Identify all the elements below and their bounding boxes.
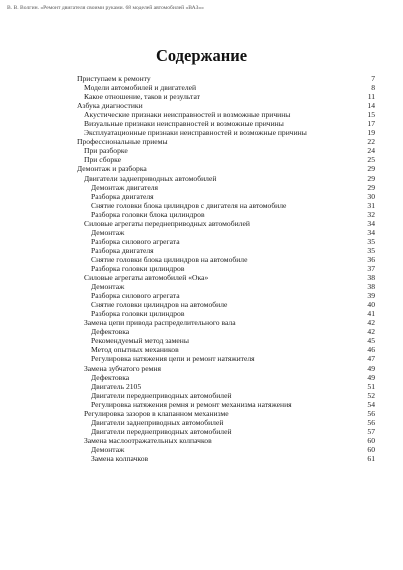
toc-entry[interactable] [77, 110, 375, 119]
toc-entry-page-number: 56 [367, 408, 375, 418]
toc-entry[interactable] [77, 192, 375, 201]
toc-entry[interactable] [77, 291, 375, 300]
toc-entry-title: При разборке [84, 146, 128, 156]
toc-entry[interactable] [77, 237, 375, 246]
toc-entry-title: Визуальные признаки неисправностей и возможные причины [84, 119, 284, 129]
toc-entry[interactable] [77, 119, 375, 128]
toc-entry-title: Разборка головки цилиндров [91, 309, 185, 319]
toc-entry[interactable] [77, 146, 375, 155]
toc-entry-page-number: 56 [367, 417, 375, 427]
toc-entry[interactable] [77, 427, 375, 436]
toc-entry[interactable] [77, 255, 375, 264]
toc-entry-title: Замена колпачков [91, 453, 149, 463]
toc-entry-page-number: 47 [367, 354, 375, 364]
toc-entry-title: Снятие головки блока цилиндров на автомобиле [91, 254, 248, 264]
toc-entry[interactable] [77, 92, 375, 101]
toc-entry[interactable] [77, 318, 375, 327]
toc-entry-page-number: 45 [367, 336, 375, 346]
toc-entry-title: Метод опытных механиков [91, 345, 179, 355]
toc-entry[interactable] [77, 101, 375, 110]
toc-entry-title: Замена зубчатого ремня [84, 363, 161, 373]
toc-entry-title: Регулировка натяжения ремня и ремонт механизма натяжения [91, 399, 292, 409]
toc-entry-title: Эксплуатационные признаки неисправностей и возможные причины [84, 128, 307, 138]
toc-entry-page-number: 22 [367, 137, 375, 147]
toc-entry-title: Демонтаж и разборка [77, 164, 147, 174]
toc-entry[interactable] [77, 409, 375, 418]
toc-entry[interactable] [77, 201, 375, 210]
toc-entry-page-number: 35 [367, 236, 375, 246]
toc-entry-title: Двигатели переднеприводных автомобилей [91, 426, 232, 436]
toc-entry-title: Разборка головки блока цилиндров [91, 209, 205, 219]
toc-entry-page-number: 29 [367, 182, 375, 192]
toc-entry-page-number: 14 [367, 101, 375, 111]
toc-entry[interactable] [77, 391, 375, 400]
toc-entry-title: Замена маслоотражательных колпачков [84, 435, 212, 445]
toc-entry[interactable] [77, 300, 375, 309]
toc-entry-title: Профессиональные приемы [77, 137, 168, 147]
toc-entry[interactable] [77, 74, 375, 83]
toc-entry[interactable] [77, 436, 375, 445]
toc-entry[interactable] [77, 373, 375, 382]
toc-entry[interactable] [77, 273, 375, 282]
toc-entry[interactable] [77, 183, 375, 192]
toc-entry-page-number: 25 [367, 155, 375, 165]
toc-entry[interactable] [77, 155, 375, 164]
toc-entry-page-number: 60 [367, 435, 375, 445]
toc-entry-page-number: 39 [367, 291, 375, 301]
toc-entry[interactable] [77, 400, 375, 409]
table-of-contents [77, 74, 375, 463]
toc-entry-title: Регулировка натяжения цепи и ремонт натяжителя [91, 354, 255, 364]
toc-entry-page-number: 40 [367, 300, 375, 310]
toc-entry-title: Разборка головки цилиндров [91, 263, 185, 273]
toc-entry-page-number: 37 [367, 263, 375, 273]
toc-entry-page-number: 60 [367, 444, 375, 454]
toc-entry[interactable] [77, 345, 375, 354]
toc-entry-page-number: 29 [367, 164, 375, 174]
toc-entry-title: Регулировка зазоров в клапанном механизме [84, 408, 229, 418]
toc-entry-page-number: 29 [367, 173, 375, 183]
toc-entry-page-number: 11 [367, 92, 375, 102]
toc-entry[interactable] [77, 418, 375, 427]
toc-entry[interactable] [77, 454, 375, 463]
toc-entry[interactable] [77, 445, 375, 454]
toc-entry-title: Замена цепи привода распределительного вала [84, 318, 236, 328]
toc-entry-page-number: 35 [367, 245, 375, 255]
toc-entry-page-number: 51 [367, 381, 375, 391]
toc-entry[interactable] [77, 174, 375, 183]
toc-entry-page-number: 42 [367, 318, 375, 328]
toc-entry-page-number: 19 [367, 128, 375, 138]
toc-entry[interactable] [77, 282, 375, 291]
toc-entry-page-number: 30 [367, 191, 375, 201]
toc-entry-title: Силовые агрегаты переднеприводных автомобилей [84, 218, 250, 228]
toc-entry[interactable] [77, 137, 375, 146]
toc-entry-title: Снятие головки цилиндров на автомобиле [91, 300, 228, 310]
toc-entry-title: Разборка двигателя [91, 245, 154, 255]
toc-entry-title: Двигатель 2105 [91, 381, 142, 391]
toc-entry-title: Демонтаж двигателя [91, 182, 159, 192]
toc-entry-title: Рекомендуемый метод замены [91, 336, 189, 346]
toc-entry-title: Какое отношение, таков и результат [84, 92, 200, 102]
toc-entry-title: Демонтаж [91, 444, 125, 454]
toc-entry-page-number: 49 [367, 363, 375, 373]
toc-entry[interactable] [77, 364, 375, 373]
toc-entry-page-number: 52 [367, 390, 375, 400]
toc-entry-page-number: 34 [367, 218, 375, 228]
toc-entry-title: Силовые агрегаты автомобилей «Ока» [84, 273, 209, 283]
toc-entry-title: Разборка двигателя [91, 191, 154, 201]
toc-entry[interactable] [77, 219, 375, 228]
toc-entry-title: Демонтаж [91, 227, 125, 237]
toc-entry[interactable] [77, 354, 375, 363]
running-head: В. В. Волгин. «Ремонт двигателя своими руками. 68 моделей автомобилей «ВАЗ»» [7, 5, 204, 11]
toc-entry-page-number: 15 [367, 110, 375, 120]
toc-entry-title: При сборке [84, 155, 122, 165]
toc-entry[interactable] [77, 382, 375, 391]
toc-entry-page-number: 7 [371, 74, 375, 83]
toc-entry-title: Приступаем к ремонту [77, 74, 151, 83]
toc-entry-page-number: 38 [367, 273, 375, 283]
toc-entry-title: Акустические признаки неисправностей и возможные причины [84, 110, 291, 120]
toc-entry-page-number: 46 [367, 345, 375, 355]
toc-entry[interactable] [77, 83, 375, 92]
toc-entry-page-number: 42 [367, 327, 375, 337]
toc-entry[interactable] [77, 164, 375, 173]
toc-entry-page-number: 24 [367, 146, 375, 156]
toc-entry-page-number: 17 [367, 119, 375, 129]
toc-entry-page-number: 32 [367, 209, 375, 219]
toc-entry-page-number: 61 [367, 453, 375, 463]
toc-entry-title: Двигатели заднеприводных автомобилей [91, 417, 224, 427]
toc-entry-title: Снятие головки блока цилиндров с двигателя на автомобиле [91, 200, 287, 210]
toc-entry-page-number: 49 [367, 372, 375, 382]
toc-entry-title: Двигатели переднеприводных автомобилей [91, 390, 232, 400]
toc-entry-title: Дефектовка [91, 327, 130, 337]
toc-entry[interactable] [77, 128, 375, 137]
toc-entry[interactable] [77, 309, 375, 318]
toc-entry-page-number: 31 [367, 200, 375, 210]
toc-entry[interactable] [77, 210, 375, 219]
toc-entry[interactable] [77, 336, 375, 345]
toc-entry[interactable] [77, 246, 375, 255]
toc-entry[interactable] [77, 228, 375, 237]
toc-entry-page-number: 38 [367, 282, 375, 292]
toc-entry-page-number: 41 [367, 309, 375, 319]
toc-entry-title: Разборка силового агрегата [91, 291, 180, 301]
toc-entry-page-number: 57 [367, 426, 375, 436]
toc-entry-page-number: 8 [371, 83, 375, 93]
toc-entry-title: Модели автомобилей и двигателей [84, 83, 197, 93]
toc-entry-title: Демонтаж [91, 282, 125, 292]
toc-entry-page-number: 54 [367, 399, 375, 409]
toc-entry-page-number: 34 [367, 227, 375, 237]
toc-entry[interactable] [77, 264, 375, 273]
toc-entry[interactable] [77, 327, 375, 336]
toc-entry-title: Разборка силового агрегата [91, 236, 180, 246]
toc-entry-title: Двигатели заднеприводных автомобилей [84, 173, 217, 183]
page-title: Содержание [155, 46, 248, 65]
toc-entry-page-number: 36 [367, 254, 375, 264]
toc-entry-title: Азбука диагностики [77, 101, 143, 111]
toc-entry-title: Дефектовка [91, 372, 130, 382]
